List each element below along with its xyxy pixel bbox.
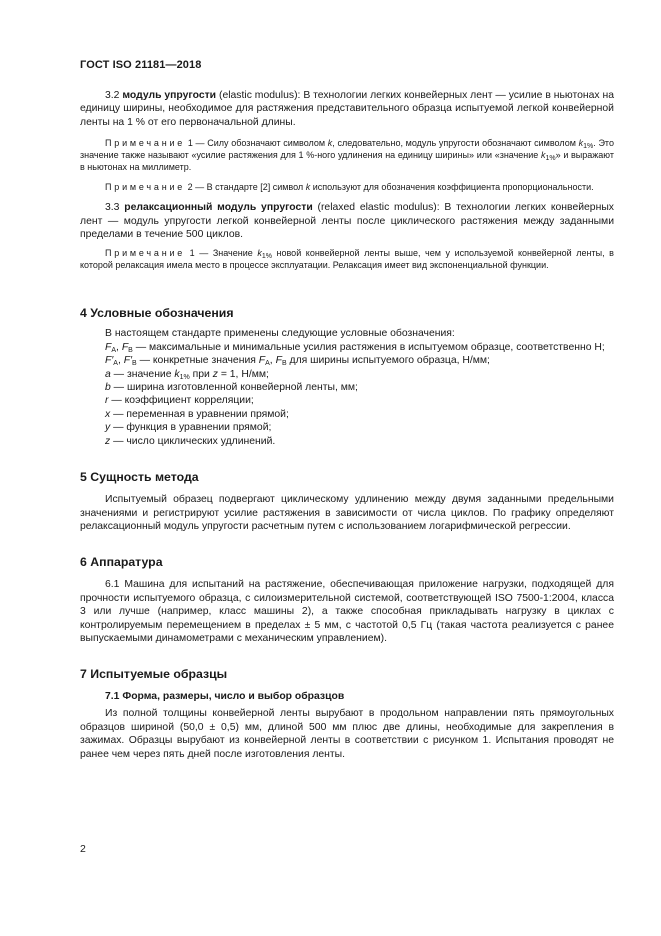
page-content <box>80 89 614 761</box>
note-1: Примечание 1 — Силу обозначают символом k, следовательно, модуль упругости обозначают символом $k_{1\%}$. Это значение также называют «усилие растяжения для 1 %-ного удлинения на единицу ширины» или «значение $k_{1\%}$» и выражают в ньютонах на миллиметр. <box>80 138 614 173</box>
section-5-heading: 5 Сущность метода <box>80 470 199 485</box>
section-5-text: Испытуемый образец подвергают циклическому удлинению между двумя заданными предельными значениями и регистрируют усилие растяжения в зависимости от числа циклов. По графику определяют релаксационный модуль упругости расчетным путем с использованием логарифмической регрессии. <box>80 494 614 532</box>
term-number: 3.2 <box>105 90 120 101</box>
document-header: ГОСТ ISO 21181—2018 <box>80 59 202 71</box>
term-name: модуль упругости <box>122 90 217 101</box>
term-name: релаксационный модуль упругости <box>124 202 313 214</box>
symbol-fa-fb: $F_A$, $F_B$ — максимальные и минимальные усилия растяжения в испытуемом образце, соответственно Н; <box>105 341 605 354</box>
symbol-a: a — значение $k_{1\%}$ при z = 1, Н/мм; <box>105 368 269 381</box>
symbol-b: b — ширина изготовленной конвейерной ленты, мм; <box>105 382 358 394</box>
note-2: Примечание 2 — В стандарте [2] символ k используют для обозначения коэффициента пропорциональности. <box>105 182 594 193</box>
page-number: 2 <box>80 843 86 855</box>
symbol-r: r — коэффициент корреляции; <box>105 395 254 407</box>
section-6-1-text: 6.1 Машина для испытаний на растяжение, обеспечивающая приложение нагрузки, подходящей для прочности испытуемого образца, с силоизмерительной системой, соответствующей ISO 7500-1:2004, класса 3 или лучше (например, класс машины 2), а также способная прикладывать нагрузку в циклах с контролируемым перемещением в пределах ± 5 мм, с частотой 0,5 Гц (такая частота реализуется с ранее выпускаемыми динамометрами с механическим управлением). <box>80 579 614 644</box>
note-label: Примечание <box>105 248 186 259</box>
section-7-heading: 7 Испытуемые образцы <box>80 667 228 682</box>
section-6-heading: 6 Аппаратура <box>80 555 163 570</box>
term-definition: (elastic modulus): В технологии легких конвейерных лент — усилие в ньютонах на единицу ширины, необходимое для растяжения представительного образца испытуемой легкой конвейерной ленты на 1 % от его первоначальной длины. <box>80 90 615 128</box>
term-number: 3.3 <box>105 202 120 214</box>
note-label: Примечание <box>105 138 186 149</box>
term-3-3 <box>80 201 614 241</box>
note-label: Примечание <box>105 182 186 193</box>
section-4-heading: 4 Условные обозначения <box>80 306 234 321</box>
term-definition: (relaxed elastic modulus): В технологии легких конвейерных лент — модуль упругости легкой конвейерной ленты после циклического растяжения между заданными пределами в течение 500 циклов. <box>80 202 614 241</box>
section-7-1-text: Из полной толщины конвейерной ленты вырубают в продольном направлении пять прямоугольных образцов шириной (50,0 ± 0,5) мм, длиной 500 мм плюс две длины, необходимые для закрепления в зажимах. Образцы вырубают из конвейерной ленты в соответствии с рисунком 1. Испытания проводят не ранее чем через пять дней после изготовления ленты. <box>80 708 614 760</box>
note-3: Примечание 1 — Значение $k_{1\%}$ новой конвейерной ленты выше, чем у используемой конвейерной ленты, в которой релаксация имела место в процессе эксплуатации. Релаксация имеет вид экспоненциальной функции. <box>80 248 614 271</box>
symbol-z: z — число циклических удлинений. <box>105 435 276 447</box>
symbol-x: x — переменная в уравнении прямой; <box>105 408 289 420</box>
symbol-fpa-fpb: $F'_A$, $F'_B$ — конкретные значения $F_A$, $F_B$ для ширины испытуемого образца, Н/мм; <box>105 355 490 368</box>
subsection-7-1-heading: 7.1 Форма, размеры, число и выбор образцов <box>105 691 345 703</box>
section-4-intro: В настоящем стандарте применены следующие условные обозначения: <box>105 328 455 340</box>
symbol-y: y — функция в уравнении прямой; <box>105 422 272 434</box>
term-3-2 <box>80 89 614 129</box>
